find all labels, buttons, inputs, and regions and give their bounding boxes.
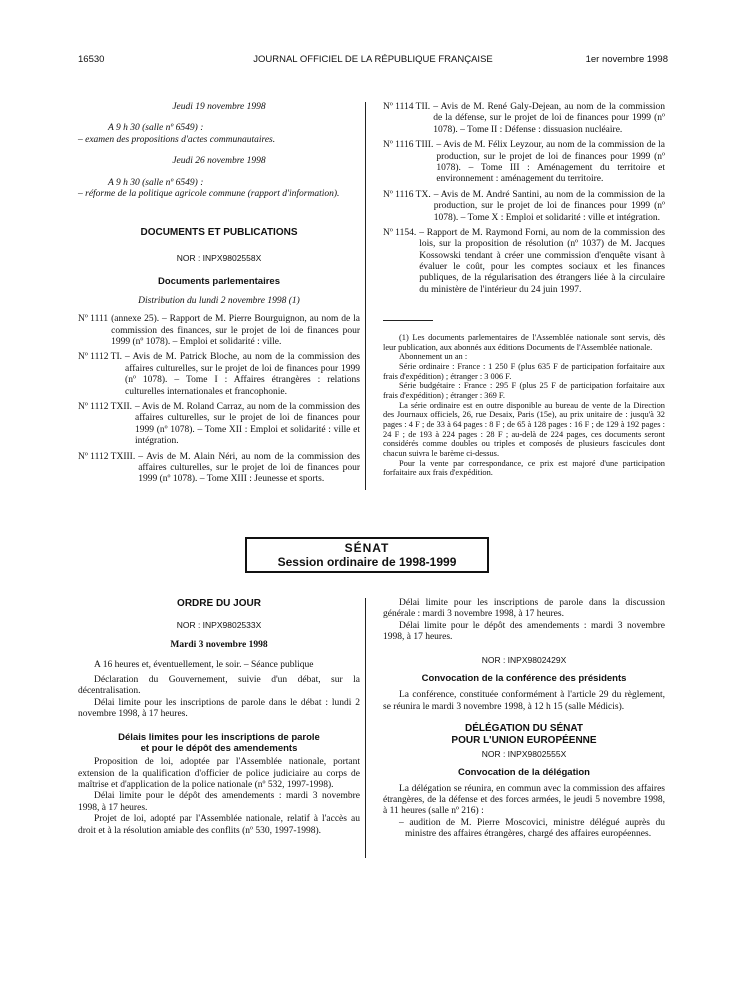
paragraph: Proposition de loi, adoptée par l'Assemblée nationale, portant extension de la qualification d'officier de police judiciaire au corps de maîtrise et d'application de la police nationale (nº 532, 1997-1998).	[78, 757, 360, 791]
subsection-heading: Documents parlementaires	[158, 275, 280, 287]
footnote-text: (1) Les documents parlementaires de l'Assemblée nationale sont servis, dès leur publication, aux abonnés aux éditions Documents de l'Assemblée nationale.	[383, 333, 665, 352]
agenda-item: – examen des propositions d'actes communautaires.	[78, 134, 276, 145]
footnote-text: Pour la vente par correspondance, ce prix est majoré d'une participation forfaitaire aux frais d'expédition.	[383, 458, 665, 478]
document-number: Nº 1111	[78, 314, 109, 325]
document-entry	[383, 102, 665, 136]
document-entry	[78, 452, 360, 486]
document-text: – Avis de M. Alain Néri, au nom de la commission des affaires culturelles, sur le projet de loi de finances pour 1999 (nº 1078). – Tome XIII : Jeunesse et sports.	[138, 451, 360, 485]
document-entry	[78, 402, 360, 448]
document-number: Nº 1114 TII.	[383, 102, 431, 112]
paragraph: – audition de M. Pierre Moscovici, ministre délégué auprès du ministre des affaires étrangères, chargé des affaires européennes.	[399, 817, 665, 840]
paragraph: Délai limite pour le dépôt des amendements : mardi 3 novembre 1998, à 17 heures.	[78, 791, 360, 813]
agenda-time: A 9 h 30 (salle nº 6549) :	[108, 177, 204, 188]
document-text: (annexe 25). – Rapport de M. Pierre Bourguignon, au nom de la commission des finances, sur le projet de loi de finances pour 1999 (nº 1078). – Emploi et solidarité : ville.	[111, 314, 360, 348]
nor-reference: NOR : INPX9802533X	[176, 620, 262, 630]
right-top-column	[383, 102, 665, 300]
agenda-time: A 9 h 30 (salle nº 6549) :	[108, 123, 204, 134]
section-heading: DÉLÉGATION DU SÉNAT	[465, 722, 583, 734]
nor-reference: NOR : INPX9802555X	[481, 748, 567, 759]
document-entry	[383, 140, 665, 186]
document-number: Nº 1116 TIII.	[383, 140, 434, 151]
document-number: Nº 1116 TX.	[383, 189, 431, 200]
document-entry	[383, 190, 665, 224]
footnote-text: Série budgétaire : France : 295 F (plus 25 F de participation forfaitaire aux frais d'expédition) ; étranger : 369 F.	[383, 381, 665, 400]
footnote-text: Abonnement un an :	[399, 352, 468, 362]
nor-reference: NOR : INPX9802558X	[176, 253, 262, 264]
issue-date: 1er novembre 1998	[585, 54, 668, 65]
agenda-item: – réforme de la politique agricole commune (rapport d'information).	[78, 188, 340, 199]
document-entry	[78, 314, 360, 348]
section-heading: ORDRE DU JOUR	[177, 598, 261, 609]
document-text: – Rapport de M. Raymond Forni, au nom de la commission des lois, sur la proposition de résolution (nº 1037) de M. Jacques Kossowski tendant à créer une commission d'enquête visant à évaluer le coût, pour les comptes sociaux et les finances publiques, de la régularisation des étrangers liée à la circulaire du ministère de l'intérieur du 24 juin 1997.	[419, 227, 665, 295]
paragraph: Délai limite pour le dépôt des amendements : mardi 3 novembre 1998, à 17 heures.	[383, 620, 665, 643]
footnote	[383, 333, 665, 478]
document-text: – Avis de M. Roland Carraz, au nom de la commission des affaires culturelles, sur le projet de loi de finances pour 1999 (nº 1078). – Tome XII : Emploi et solidarité : ville et intégration.	[135, 402, 360, 447]
footnote-text: La série ordinaire est en outre disponible au bureau de vente de la Direction des Journaux officiels, 26, rue Desaix, Paris (15e), au prix unitaire de : jusqu'à 32 pages : 4 F ; de 33 à 64 pages : 8 F ; de 65 à 128 pages : 16 F ; de 129 à 192 pages : 24 F ; de 193 à 224 pages : 28 F ; au-delà de 224 pages, ces documents seront considérés comme doubles ou triples et composés de plusieurs fascicules dont chacun suivra le barème ci-dessus.	[383, 400, 665, 458]
document-text: – Avis de M. Patrick Bloche, au nom de la commission des affaires culturelles, sur le projet de loi de finances pour 1999 (nº 1078). – Tome I : Affaires étrangères : relations culturelles internationales et francophonie.	[125, 352, 360, 397]
document-text: – Avis de M. André Santini, au nom de la commission de la production, sur le projet de loi de finances pour 1999 (nº 1078). – Tome X : Emploi et solidarité : ville et intégration.	[433, 189, 665, 223]
right-bottom-column	[383, 598, 665, 840]
paragraph: Déclaration du Gouvernement, suivie d'un débat, sur la décentralisation.	[78, 674, 360, 697]
senat-banner	[245, 537, 489, 573]
left-top-column	[78, 102, 360, 490]
document-number: Nº 1154.	[383, 227, 417, 238]
footnote-rule	[383, 320, 433, 321]
paragraph: La conférence, constituée conformément à l'article 29 du règlement, se réunira le mardi 3 novembre 1998, à 12 h 15 (salle Médicis).	[383, 690, 665, 712]
page-number: 16530	[78, 54, 105, 65]
paragraph: Délai limite pour les inscriptions de parole dans la discussion générale : mardi 3 novembre 1998, à 17 heures.	[383, 598, 665, 620]
agenda-date: Jeudi 19 novembre 1998	[172, 102, 266, 112]
journal-title: JOURNAL OFFICIEL DE LA RÉPUBLIQUE FRANÇAISE	[253, 54, 493, 65]
document-text: – Avis de M. René Galy-Dejean, au nom de la commission de la défense, sur le projet de loi de finances pour 1999 (nº 1078). – Tome II : Défense : dissuasion nucléaire.	[433, 102, 665, 135]
senat-title: SÉNAT	[344, 541, 390, 555]
document-text: – Avis de M. Félix Leyzour, au nom de la commission de la production, sur le projet de loi de finances pour 1999 (nº 1078). – Tome III : Aménagement du territoire et environnement : aménagement du territoire.	[436, 140, 665, 185]
subsection-heading: Convocation de la conférence des présidents	[421, 672, 627, 684]
document-number: Nº 1112 TI.	[78, 352, 123, 363]
nor-reference: NOR : INPX9802429X	[481, 654, 567, 665]
document-number: Nº 1112 TXII.	[78, 402, 133, 413]
paragraph: Projet de loi, adopté par l'Assemblée nationale, relatif à l'accès au droit et à la résolution amiable des conflits (nº 530, 1997-1998).	[78, 814, 360, 836]
paragraph: Délai limite pour les inscriptions de parole dans le débat : lundi 2 novembre 1998, à 17 heures.	[78, 697, 360, 720]
subsection-heading: et pour le dépôt des amendements	[140, 742, 298, 754]
paragraph: La délégation se réunira, en commun avec la commission des affaires étrangères, de la défense et des forces armées, le jeudi 5 novembre 1998, à 11 heures (salle nº 216) :	[383, 783, 665, 817]
document-list	[78, 314, 360, 485]
paragraph: A 16 heures et, éventuellement, le soir. – Séance publique	[94, 659, 314, 670]
document-entry	[383, 228, 665, 296]
subsection-heading: Délais limites pour les inscriptions de parole	[118, 731, 320, 743]
column-divider	[365, 598, 366, 858]
section-heading: POUR L'UNION EUROPÉENNE	[451, 734, 597, 746]
footnote-text: Série ordinaire : France : 1 250 F (plus 635 F de participation forfaitaire aux frais d'expédition) ; étranger : 3 006 F.	[383, 361, 665, 381]
document-number: Nº 1112 TXIII.	[78, 451, 136, 462]
distribution-date: Distribution du lundi 2 novembre 1998 (1)	[138, 295, 300, 306]
subsection-heading: Convocation de la délégation	[458, 767, 590, 779]
column-divider	[365, 102, 366, 490]
left-bottom-column	[78, 598, 360, 837]
session-date: Mardi 3 novembre 1998	[170, 640, 268, 651]
senat-subtitle: Session ordinaire de 1998-1999	[277, 555, 457, 570]
document-entry	[78, 352, 360, 398]
agenda-date: Jeudi 26 novembre 1998	[172, 156, 266, 167]
section-heading: DOCUMENTS ET PUBLICATIONS	[140, 227, 298, 239]
